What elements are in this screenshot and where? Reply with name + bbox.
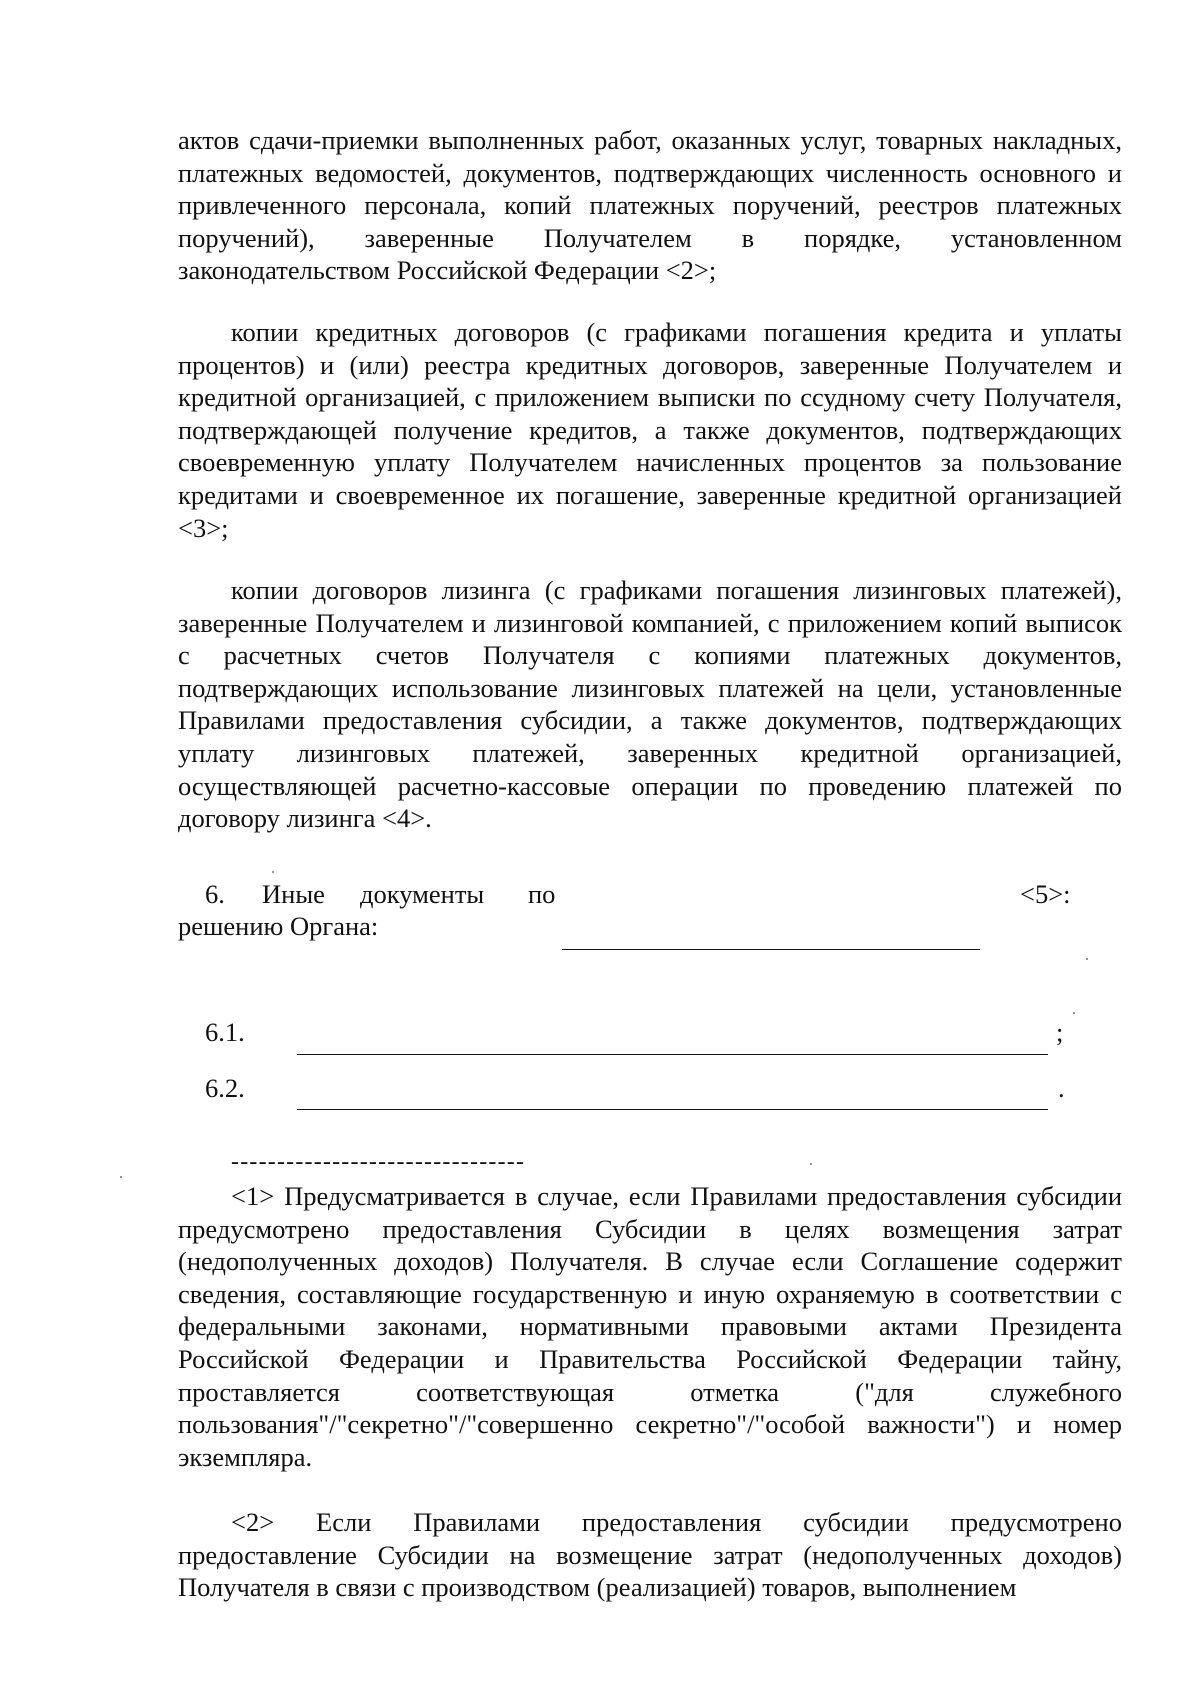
scan-speck bbox=[272, 871, 274, 873]
paragraph-leasing-contracts-text: копии договоров лизинга (с графиками погашения лизинговых платежей), заверенные Получателем и лизинговой компанией, с приложением копий выписок с расчетных счетов Получателя с копиями платежных документов, подтверждающих использование лизинговых платежей на цели, установленные Правилами предоставления субсидии, а также документов, подтверждающих уплату лизинговых платежей, заверенных кредитной организацией, осуществляющей расчетно-кассовые операции по проведению платежей по договору лизинга <4>. bbox=[178, 575, 1122, 834]
scan-speck bbox=[1086, 958, 1088, 960]
footnote-1 bbox=[178, 1180, 1122, 1473]
scan-speck bbox=[120, 1176, 122, 1178]
footnote-1-text: <1> Предусматривается в случае, если Правилами предоставления субсидии предусмотрено предоставления Субсидии в целях возмещения затрат (недополученных доходов) Получателя. В случае если Соглашение содержит сведения, составляющие государственную и иную охраняемую в соответствии с федеральными законами, нормативными правовыми актами Президента Российской Федерации и Правительства Российской Федерации тайну, проставляется соответствующая отметка ("для служебного пользования"/"секретно"/"совершенно секретно"/"особой важности") и номер экземпляра. bbox=[178, 1181, 1122, 1472]
item-6-decision-label: решению Органа: bbox=[178, 911, 379, 941]
scan-speck bbox=[1073, 1012, 1075, 1014]
item-6-2-blank-line bbox=[297, 1109, 1048, 1110]
footnote-separator: -------------------------------- bbox=[231, 1149, 526, 1175]
paragraph-credit-contracts-text: копии кредитных договоров (с графиками погашения кредита и уплаты процентов) и (или) реестра кредитных договоров, заверенные Получателем и кредитной организацией, с приложением выписки по ссудному счету Получателя, подтверждающей получение кредитов, а также документов, подтверждающих своевременную уплату Получателем начисленных процентов за пользование кредитами и своевременное их погашение, заверенные кредитной организацией <3>; bbox=[178, 317, 1122, 543]
footnote-2 bbox=[178, 1506, 1122, 1604]
item-6-1-blank-line bbox=[297, 1054, 1048, 1055]
item-6-footnote-ref: <5>: bbox=[1020, 879, 1071, 909]
scan-speck bbox=[810, 1163, 812, 1165]
item-6-word-documents: документы bbox=[360, 879, 485, 909]
item-6-word-other: Иные bbox=[262, 879, 325, 909]
paragraph-leasing-contracts bbox=[178, 574, 1122, 835]
item-6-number: 6. bbox=[205, 879, 225, 909]
paragraph-credit-contracts bbox=[178, 316, 1122, 544]
item-6-1-end-mark: ; bbox=[1056, 1017, 1064, 1047]
paragraph-acts-text: актов сдачи-приемки выполненных работ, оказанных услуг, товарных накладных, платежных ведомостей, документов, подтверждающих численность основного и привлеченного персонала, копий платежных поручений, реестров платежных поручений), заверенные Получателем в порядке, установленном законодательством Российской Федерации <2>; bbox=[178, 125, 1122, 286]
item-6-2-number: 6.2. bbox=[205, 1073, 245, 1103]
item-6-2-end-mark: . bbox=[1058, 1073, 1065, 1103]
item-6-word-by: по bbox=[528, 879, 556, 909]
footnote-2-text: <2> Если Правилами предоставления субсидии предусмотрено предоставление Субсидии на возмещение затрат (недополученных доходов) Получателя в связи с производством (реализацией) товаров, выполнением bbox=[178, 1507, 1122, 1603]
item-6-blank-line bbox=[562, 949, 980, 950]
paragraph-acts bbox=[178, 124, 1122, 287]
item-6-1-number: 6.1. bbox=[205, 1017, 245, 1047]
